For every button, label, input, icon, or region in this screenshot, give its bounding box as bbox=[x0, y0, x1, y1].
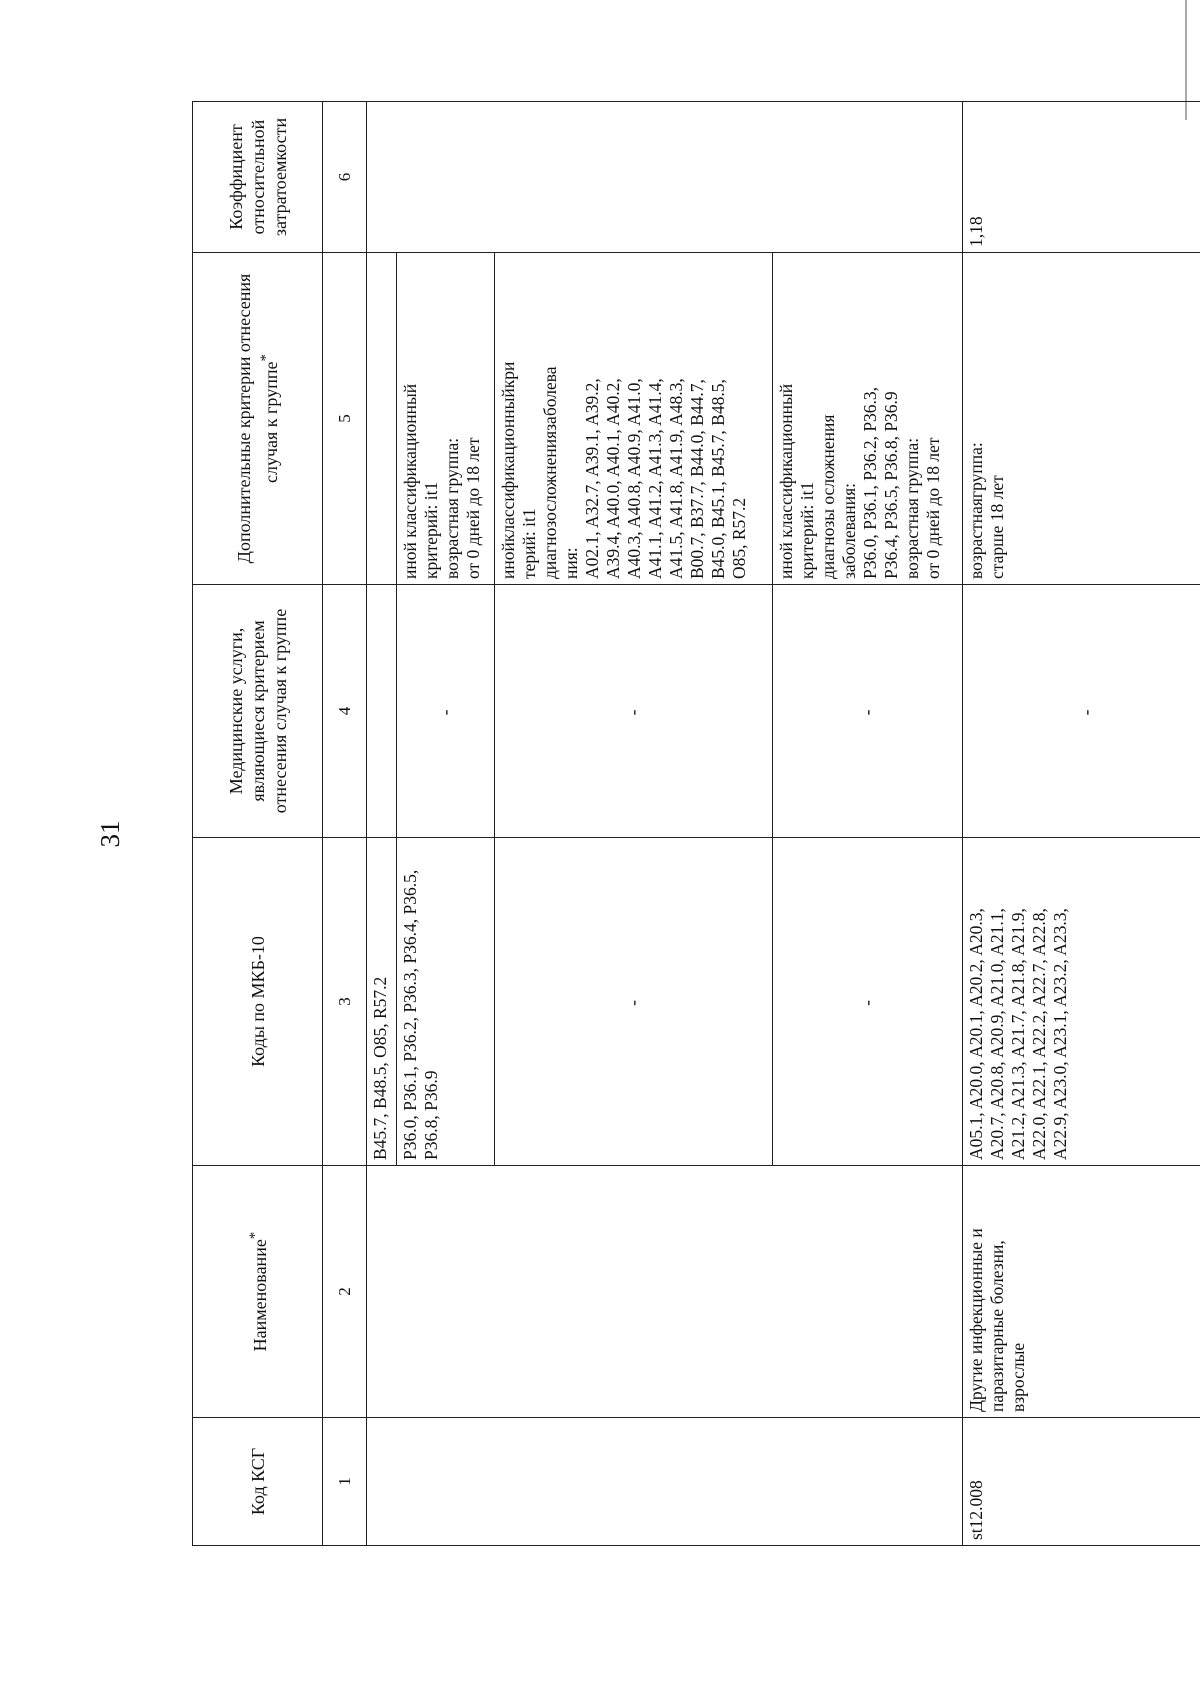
header-coef: Коэффициент относительной затратоемкости bbox=[193, 102, 323, 253]
cell-name-empty bbox=[367, 1166, 963, 1418]
cell-coef: 1,18 bbox=[963, 102, 1200, 253]
table-row bbox=[367, 102, 397, 1546]
cell-mkb: A05.1, A20.0, A20.1, A20.2, A20.3, A20.7, A20.8, A20.9, A21.0, A21.1, A21.2, A21.3, A21.7, A21.8, A21.9, A22.0, A22.1, A22.2, A22.7, A22.8, A22.9, A23.0, A23.1, A23.2, A23.3, bbox=[963, 838, 1200, 1166]
cell-mkb: - bbox=[773, 838, 963, 1166]
page-number: 31 bbox=[95, 820, 125, 848]
cell-code-empty bbox=[367, 1418, 963, 1546]
header-services: Медицинские услуги, являющиеся критерием отнесения случая к группе bbox=[193, 585, 323, 838]
cell-criteria: возрастнаягруппа: старше 18 лет bbox=[963, 253, 1200, 585]
header-code: Код КСГ bbox=[193, 1418, 323, 1546]
cell-mkb: - bbox=[495, 838, 773, 1166]
cell-services: - bbox=[963, 585, 1200, 838]
rotated-table-wrapper bbox=[192, 102, 1200, 1546]
column-number: 3 bbox=[323, 838, 367, 1166]
cell-criteria bbox=[367, 253, 397, 585]
column-number: 5 bbox=[323, 253, 367, 585]
ksg-table bbox=[192, 101, 1200, 1546]
table-row bbox=[963, 102, 1200, 1546]
header-criteria: Дополнительные критерии отнесения случая к группе* bbox=[193, 253, 323, 585]
header-row bbox=[193, 102, 323, 1546]
cell-services: - bbox=[495, 585, 773, 838]
column-number: 4 bbox=[323, 585, 367, 838]
column-number: 6 bbox=[323, 102, 367, 253]
cell-criteria: инойклассификационныйкри терий: it1 диагнозосложнениязаболева ния: A02.1, A32.7, A39.1, A39.2, A39.4, A40.0, A40.1, A40.2, A40.3, A40.8, A40.9, A41.0, A41.1, A41.2, A41.3, A41.4, A41.5, A41.8, A41.9, A48.3, B00.7, B37.7, B44.0, B44.7, B45.0, B45.1, B45.7, B48.5, O85, R57.2 bbox=[495, 253, 773, 585]
cell-services bbox=[367, 585, 397, 838]
cell-criteria: иной классификационный критерий: it1 диагнозы осложнения заболевания: P36.0, P36.1, P36.2, P36.3, P36.4, P36.5, P36.8, P36.9 возрастная группа: от 0 дней до 18 лет bbox=[773, 253, 963, 585]
column-number-row bbox=[323, 102, 367, 1546]
header-name: Наименование* bbox=[193, 1166, 323, 1418]
column-number: 2 bbox=[323, 1166, 367, 1418]
cell-coef-empty bbox=[367, 102, 963, 253]
cell-mkb: P36.0, P36.1, P36.2, P36.3, P36.4, P36.5, P36.8, P36.9 bbox=[397, 838, 495, 1166]
cell-mkb: B45.7, B48.5, O85, R57.2 bbox=[367, 838, 397, 1166]
column-number: 1 bbox=[323, 1418, 367, 1546]
cell-name: Другие инфекционные и паразитарные болезни, взрослые bbox=[963, 1166, 1200, 1418]
header-mkb: Коды по МКБ-10 bbox=[193, 838, 323, 1166]
cell-services: - bbox=[397, 585, 495, 838]
cell-services: - bbox=[773, 585, 963, 838]
cell-code: st12.008 bbox=[963, 1418, 1200, 1546]
cell-criteria: иной классификационный критерий: it1 возрастная группа: от 0 дней до 18 лет bbox=[397, 253, 495, 585]
